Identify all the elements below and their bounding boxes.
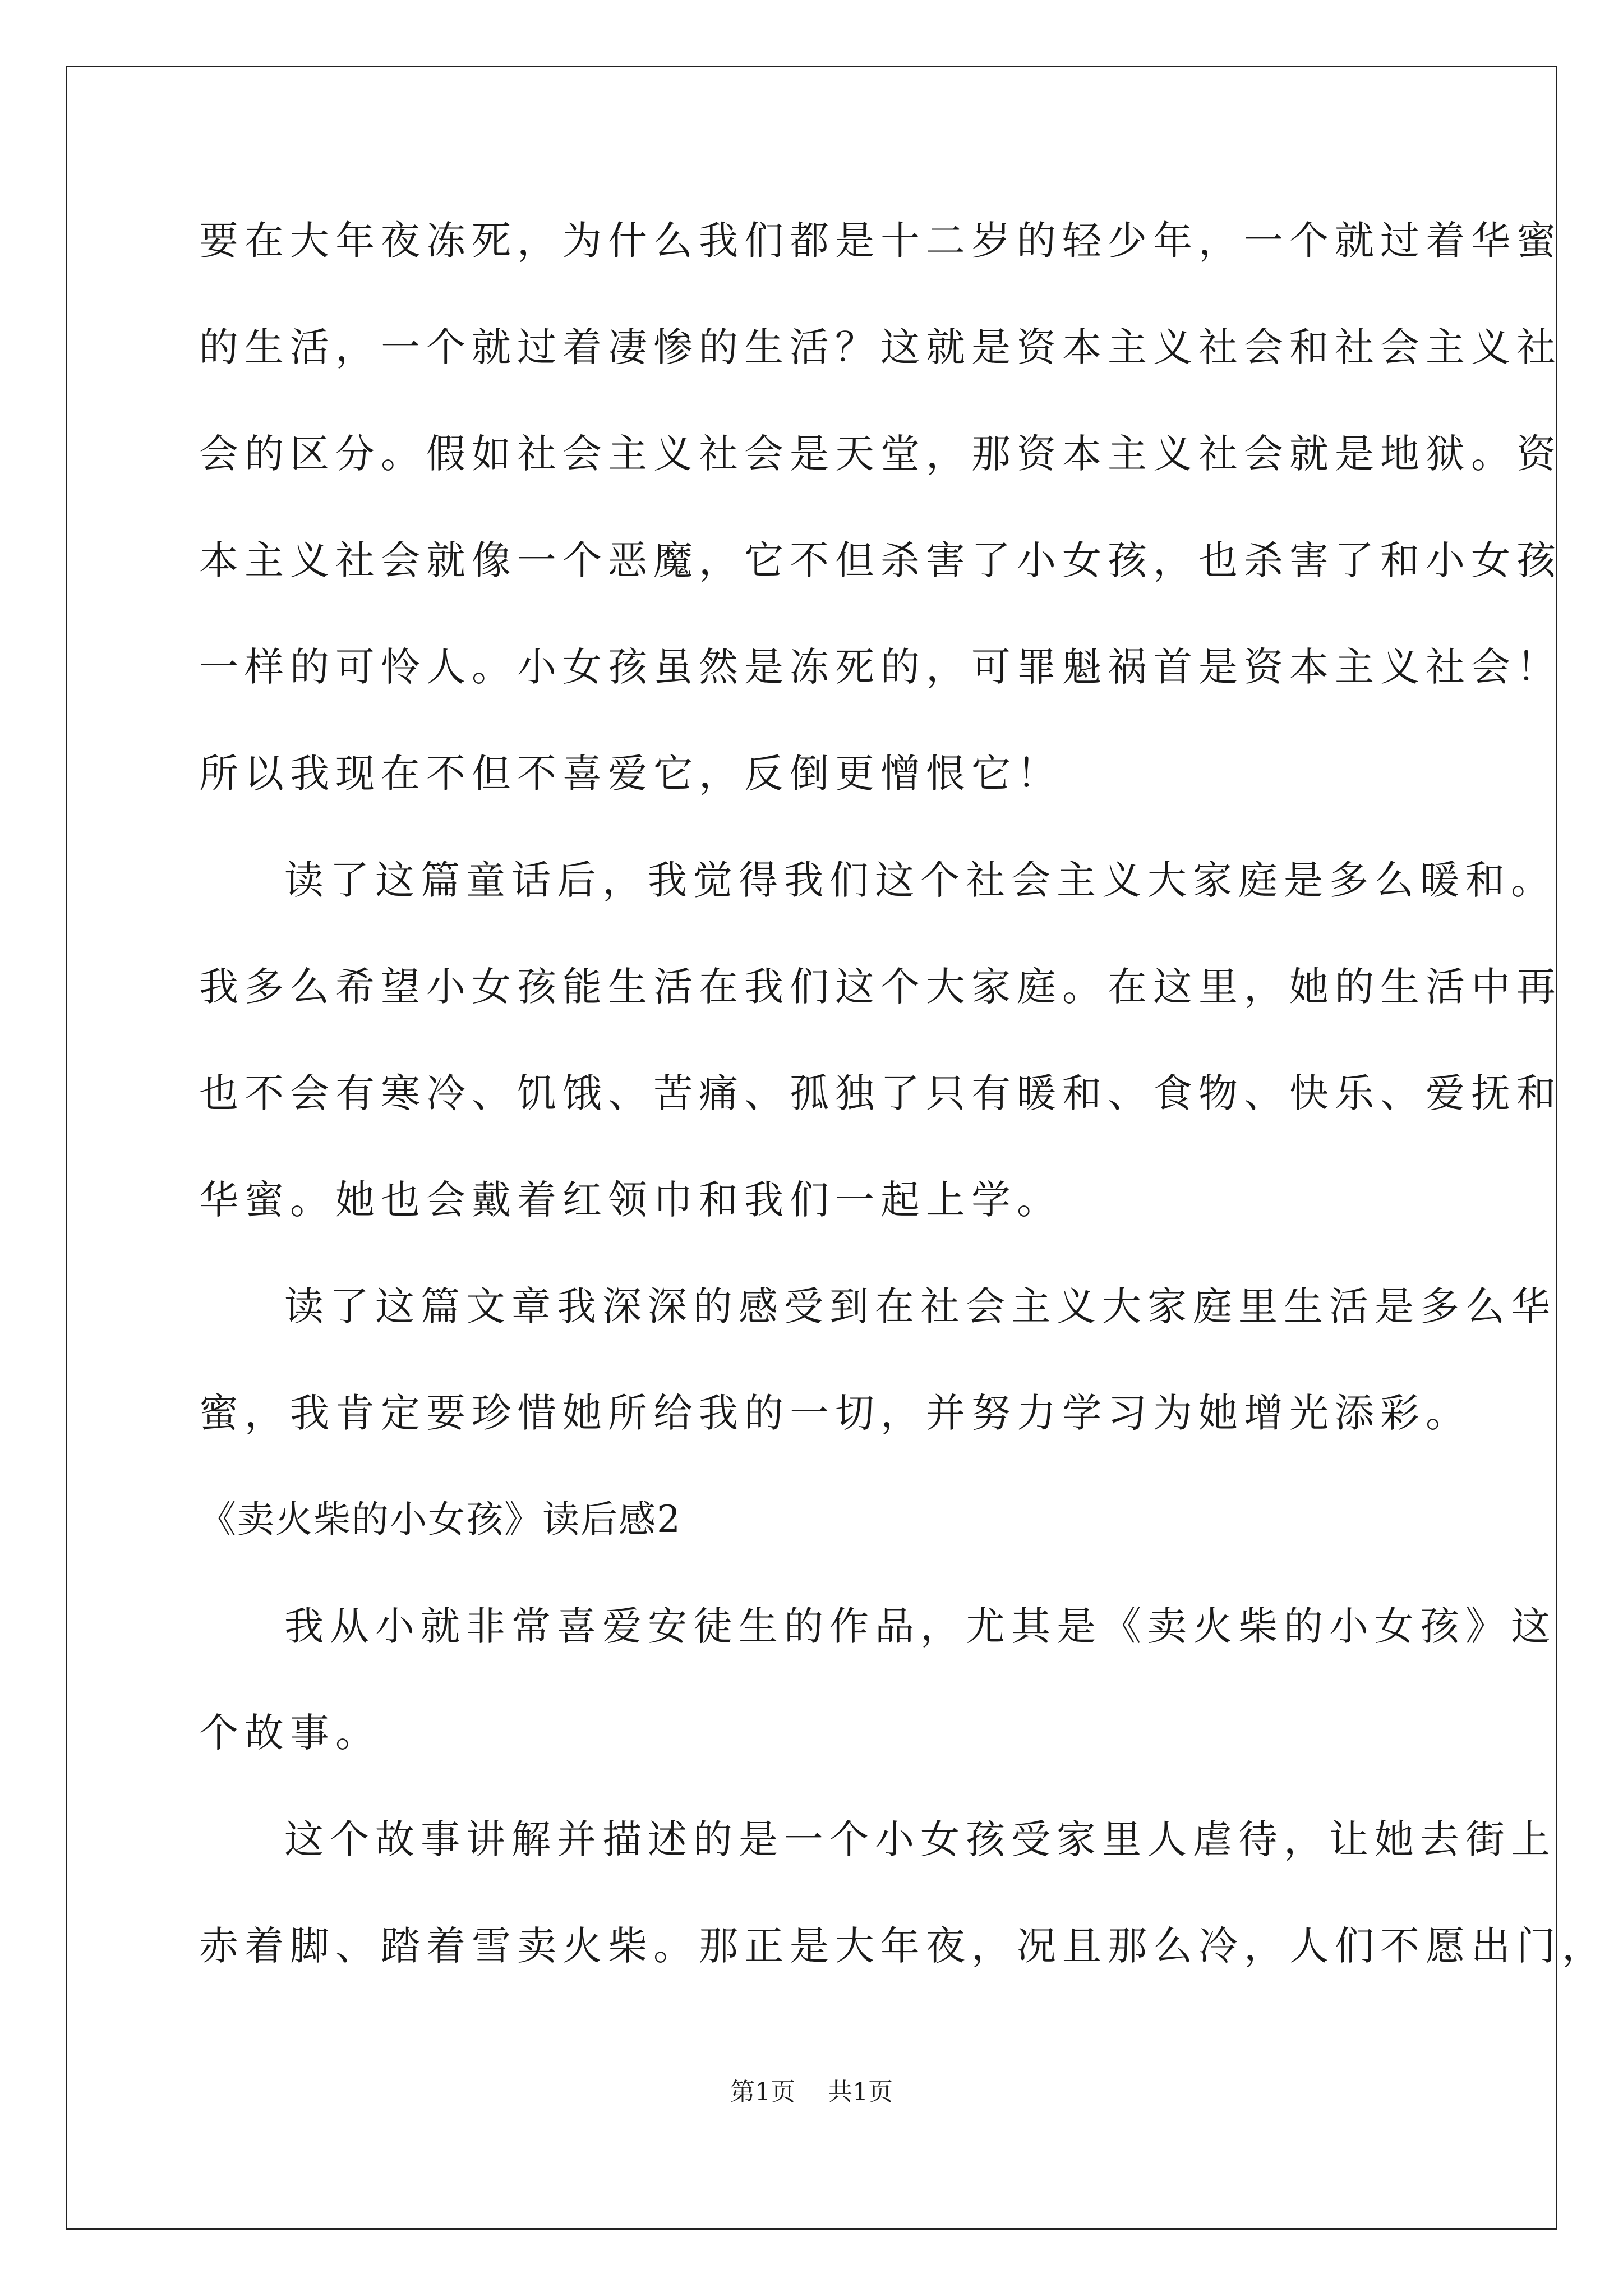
- section-heading: 《卖火柴的小女孩》读后感2: [199, 1498, 681, 1541]
- paragraph-start-line: 这个故事讲解并描述的是一个小女孩受家里人虐待，让她去街上: [284, 1816, 1556, 1862]
- text-line: 也不会有寒冷、饥饿、苦痛、孤独了只有暖和、食物、快乐、爱抚和: [199, 1070, 1562, 1116]
- text-line: 本主义社会就像一个恶魔，它不但杀害了小女孩，也杀害了和小女孩: [199, 537, 1562, 583]
- text-line: 所以我现在不但不喜爱它，反倒更憎恨它！: [199, 751, 1062, 797]
- text-line: 蜜，我肯定要珍惜她所给我的一切，并努力学习为她增光添彩。: [199, 1390, 1471, 1436]
- text-line: 华蜜。她也会戴着红领巾和我们一起上学。: [199, 1177, 1062, 1223]
- page-number-current: 第1页: [730, 2078, 795, 2106]
- document-body: [199, 216, 1607, 2028]
- text-line: 的生活，一个就过着凄惨的生活？这就是资本主义社会和社会主义社: [199, 324, 1562, 370]
- text-line: 要在大年夜冻死，为什么我们都是十二岁的轻少年，一个就过着华蜜: [199, 218, 1562, 264]
- page-footer: [0, 2077, 1623, 2108]
- paragraph-start-line: 读了这篇文章我深深的感受到在社会主义大家庭里生活是多么华: [284, 1283, 1556, 1329]
- text-line: 一样的可怜人。小女孩虽然是冻死的，可罪魁祸首是资本主义社会！: [199, 644, 1562, 690]
- text-line: 赤着脚、踏着雪卖火柴。那正是大年夜，况且那么冷，人们不愿出门，: [199, 1923, 1607, 1969]
- text-line: 我多么希望小女孩能生活在我们这个大家庭。在这里，她的生活中再: [199, 964, 1562, 1010]
- paragraph-start-line: 我从小就非常喜爱安徒生的作品，尤其是《卖火柴的小女孩》这: [284, 1603, 1556, 1649]
- page-number-total: 共1页: [828, 2078, 893, 2106]
- text-line: 会的区分。假如社会主义社会是天堂，那资本主义社会就是地狱。资: [199, 431, 1562, 477]
- paragraph-start-line: 读了这篇童话后，我觉得我们这个社会主义大家庭是多么暖和。: [284, 857, 1556, 903]
- text-line: 个故事。: [199, 1710, 381, 1756]
